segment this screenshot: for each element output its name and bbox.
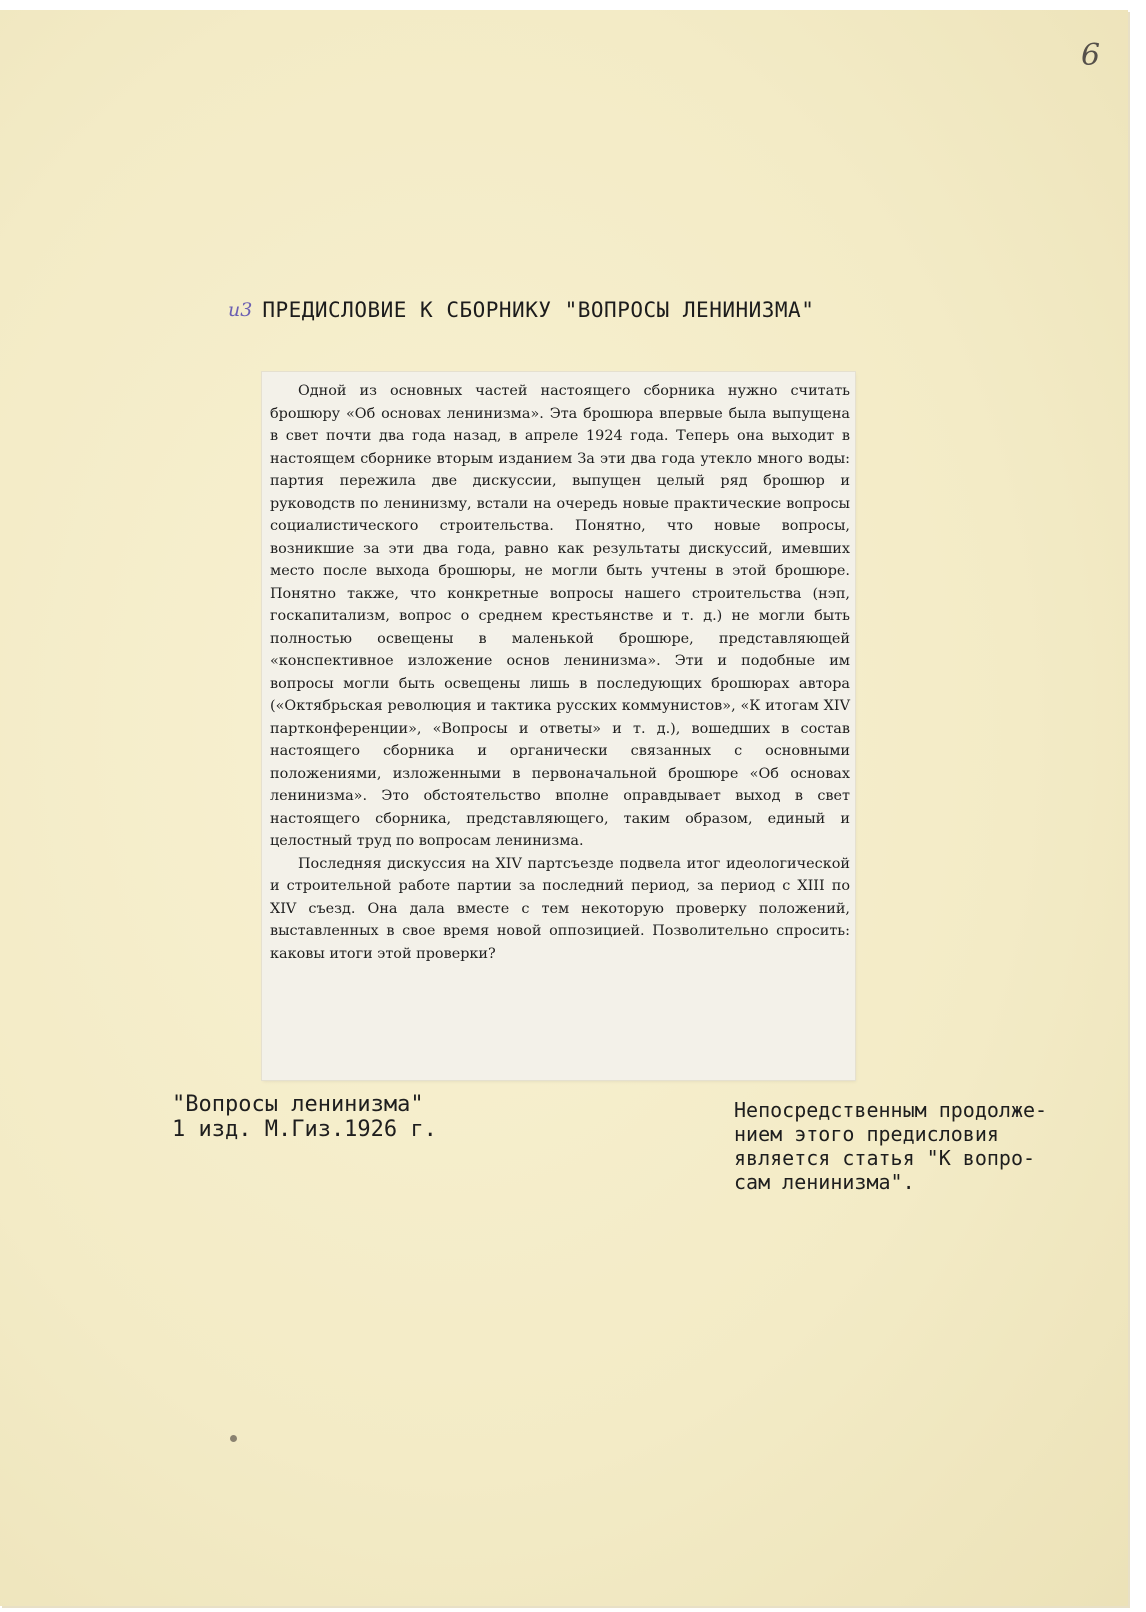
clipping-paragraph-2: Последняя дискуссия на XIV партсъезде подвела итог идеологической и строительной работе партии за последний период, за период с XIII по XIV съезд. Она дала вместе с тем некоторую проверку положений, выставленных в свое время новой оппозицией. Позволительно спросить: каковы итоги этой проверки? bbox=[270, 855, 850, 962]
pasted-clipping bbox=[262, 372, 855, 1080]
page-number: 6 bbox=[1081, 38, 1101, 73]
clipping-paragraph-1: Одной из основных частей настоящего сборника нужно считать брошюру «Об основах ленинизма». Эта брошюра впервые была выпущена в свет почти два года назад, в апреле 1924 года. Теперь она выходит в настоящем сборнике вторым изданием За эти два года утекло много воды: партия пережила две дискуссии, выпущен целый ряд брошюр и руководств по ленинизму, встали на очередь новые практические вопросы социалистического строительства. Понятно, что новые вопросы, возникшие за эти два года, равно как результаты дискуссий, имевших место после выхода брошюры, не могли быть учтены в этой брошюре. Понятно также, что конкретные вопросы нашего строительства (нэп, госкапитализм, вопрос о среднем крестьянстве и т. д.) не могли быть полностью освещены в маленькой брошюре, представляющей «конспективное изложение основ ленинизма». Эти и подобные им вопросы могли быть освещены лишь в последующих брошюрах автора («Октябрьская революция и тактика русских коммунистов», «К итогам XIV партконференции», «Вопросы и ответы» и т. д.), вошедших в состав настоящего сборника и органически связанных с основными положениями, изложенными в первоначальной брошюре «Об основах ленинизма». Это обстоятельство вполне оправдывает выход в свет настоящего сборника, представляющего, таким образом, единый и целостный труд по вопросам ленинизма. bbox=[270, 383, 850, 849]
page-title: ПРЕДИСЛОВИЕ К СБОРНИКУ "ВОПРОСЫ ЛЕНИНИЗМА" bbox=[262, 298, 815, 322]
archival-page bbox=[0, 10, 1128, 1606]
handwritten-mark: и3 bbox=[228, 299, 253, 321]
clipping-text bbox=[270, 380, 850, 965]
heading bbox=[228, 298, 928, 334]
source-note: "Вопросы ленинизма" 1 изд. М.Гиз.1926 г. bbox=[172, 1092, 437, 1142]
paper-speck bbox=[230, 1435, 237, 1442]
continuation-note: Непосредственным продолже- нием этого предисловия является статья "К вопро- сам ленинизма". bbox=[734, 1098, 1048, 1194]
